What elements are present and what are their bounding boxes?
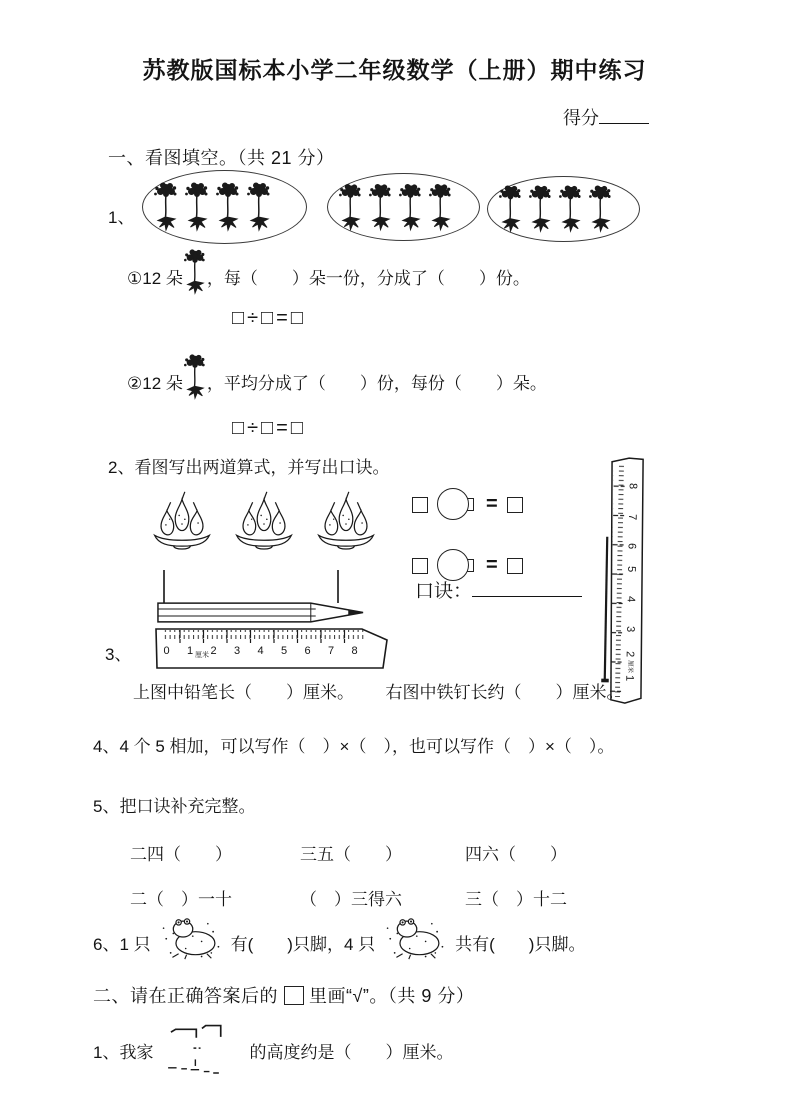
vertical-ruler-drawing [595,455,651,706]
ruler-tick-label: 7 [327,645,335,657]
q1-line2 [127,351,547,399]
pear-plate-icon [229,489,299,557]
q6-prefix: 6、1 只 [93,935,151,954]
flower-group-ellipse-2 [327,173,480,241]
result-box [507,497,523,513]
operator-circle [437,488,469,520]
ruler-unit-label: 厘米 [626,660,634,674]
ruler-tick-label: 8 [626,482,639,490]
ruler-tick-label: 3 [233,645,241,657]
ruler-tick-label: 4 [257,645,264,657]
flower-group-ellipse-1 [142,170,307,244]
section-one-heading: 一、看图填空。（共 21 分） [108,148,335,168]
q3-number: 3、 [105,645,132,664]
flower-icon [498,183,523,235]
formula-underline [472,578,582,597]
ruler-tick-label: 5 [625,565,638,573]
operator-slot [437,488,481,521]
section-two-prefix: 二、请在正确答案后的 [93,986,278,1006]
door-icon [161,1019,241,1081]
page-title: 苏教版国标本小学二年级数学（上册）期中练习 [142,57,647,83]
q5-row1-item2: 三五（ ） [300,845,402,864]
flower-icon [398,181,423,234]
ruler-tick-label: 6 [304,645,311,657]
q5-heading: 5、把口诀补充完整。 [93,797,256,816]
q5-row1-item1: 二四（ ） [130,845,232,864]
pencil-icon [155,599,367,626]
part2-q1-prefix: 1、我家 [93,1042,154,1062]
frog-icon [157,914,225,960]
q5-row1-item3: 四六（ ） [465,845,567,864]
q1-line1 [127,246,530,294]
horizontal-ruler [154,626,389,670]
vertical-ruler [595,455,651,706]
flower-icon [153,179,179,235]
ruler-tick-label: 2 [623,650,636,658]
ruler-tick-label: 2 [210,645,217,657]
q5-row2-item2: （ ）三得六 [300,890,402,909]
ruler-tick-label: 8 [351,645,358,657]
answer-checkbox [284,986,304,1005]
score-underline [599,107,649,124]
formula-line [415,576,582,603]
q1-line1-prefix: ①12 朵 [127,269,183,288]
flower-icon [183,248,207,296]
ruler-tick-label: 0 [163,645,170,657]
ruler-tick-label: 3 [624,625,637,633]
q6-suffix: 共有( )只脚。 [455,935,586,954]
ruler-tick-label: 6 [625,542,638,550]
flower-icon [588,183,613,235]
flower-icon [338,181,363,234]
nail-icon [601,537,611,683]
pencil-ruler-figure [150,568,430,676]
pear-plate-icon [147,489,217,557]
flower-icon [428,181,453,234]
q5-row2-item3: 三（ ）十二 [465,890,567,909]
q1-line1-suffix: ，每（ ）朵一份，分成了（ ）份。 [206,269,530,288]
section-two-suffix: 里画“√”。（共 9 分） [309,986,475,1006]
part2-q1-line [93,1015,453,1085]
frog-icon [381,914,449,960]
flower-icon [558,183,583,235]
equals-sign: = [486,554,498,576]
flower-icon [528,183,553,235]
ruler-tick-label: 1 [186,645,194,657]
ruler-tick-label: 5 [280,645,288,657]
q2-heading: 2、看图写出两道算式，并写出口诀。 [108,458,390,477]
q4-text: 4、4 个 5 相加，可以写作（ ）×（ ），也可以写作（ ）×（ ）。 [93,737,615,756]
q3-caption [133,678,623,703]
ruler-tick-label: 4 [624,595,637,603]
flower-icon [183,353,207,401]
ruler-tick-label: 1 [623,674,636,682]
q6-line [93,912,585,960]
ruler-unit-label: 厘米 [195,652,209,659]
flower-icon [246,179,272,235]
q1-equation-2: □÷□=□ [232,417,306,439]
section-two-heading [93,982,474,1008]
flower-icon [368,181,393,234]
formula-label: 口诀： [415,581,473,602]
q6-middle: 有( )只脚，4 只 [230,935,376,954]
q3-caption-pencil: 上图中铅笔长（ ）厘米。 [133,683,354,702]
q2-equation-row-1 [412,488,523,521]
pear-plate-icon [311,489,381,557]
q1-equation-1: □÷□=□ [232,307,306,329]
flower-icon [215,179,241,235]
pear-plates-row [147,489,381,557]
q1-number: 1、 [108,208,135,227]
ruler-tick-label: 7 [626,513,639,521]
number-box [412,497,428,513]
flower-icon [184,179,210,235]
score-field [563,104,649,130]
part2-q1-suffix: 的高度约是（ ）厘米。 [249,1042,454,1062]
q1-line2-prefix: ②12 朵 [127,374,183,393]
equals-sign: = [486,493,498,515]
result-box [507,558,523,574]
flower-group-ellipse-3 [487,176,640,242]
q3-caption-nail: 右图中铁钉长约（ ）厘米。 [385,683,624,702]
q1-line2-suffix: ，平均分成了（ ）份，每份（ ）朵。 [206,374,547,393]
score-label: 得分 [563,108,599,128]
q5-row2-item1: 二（ ）一十 [130,890,232,909]
